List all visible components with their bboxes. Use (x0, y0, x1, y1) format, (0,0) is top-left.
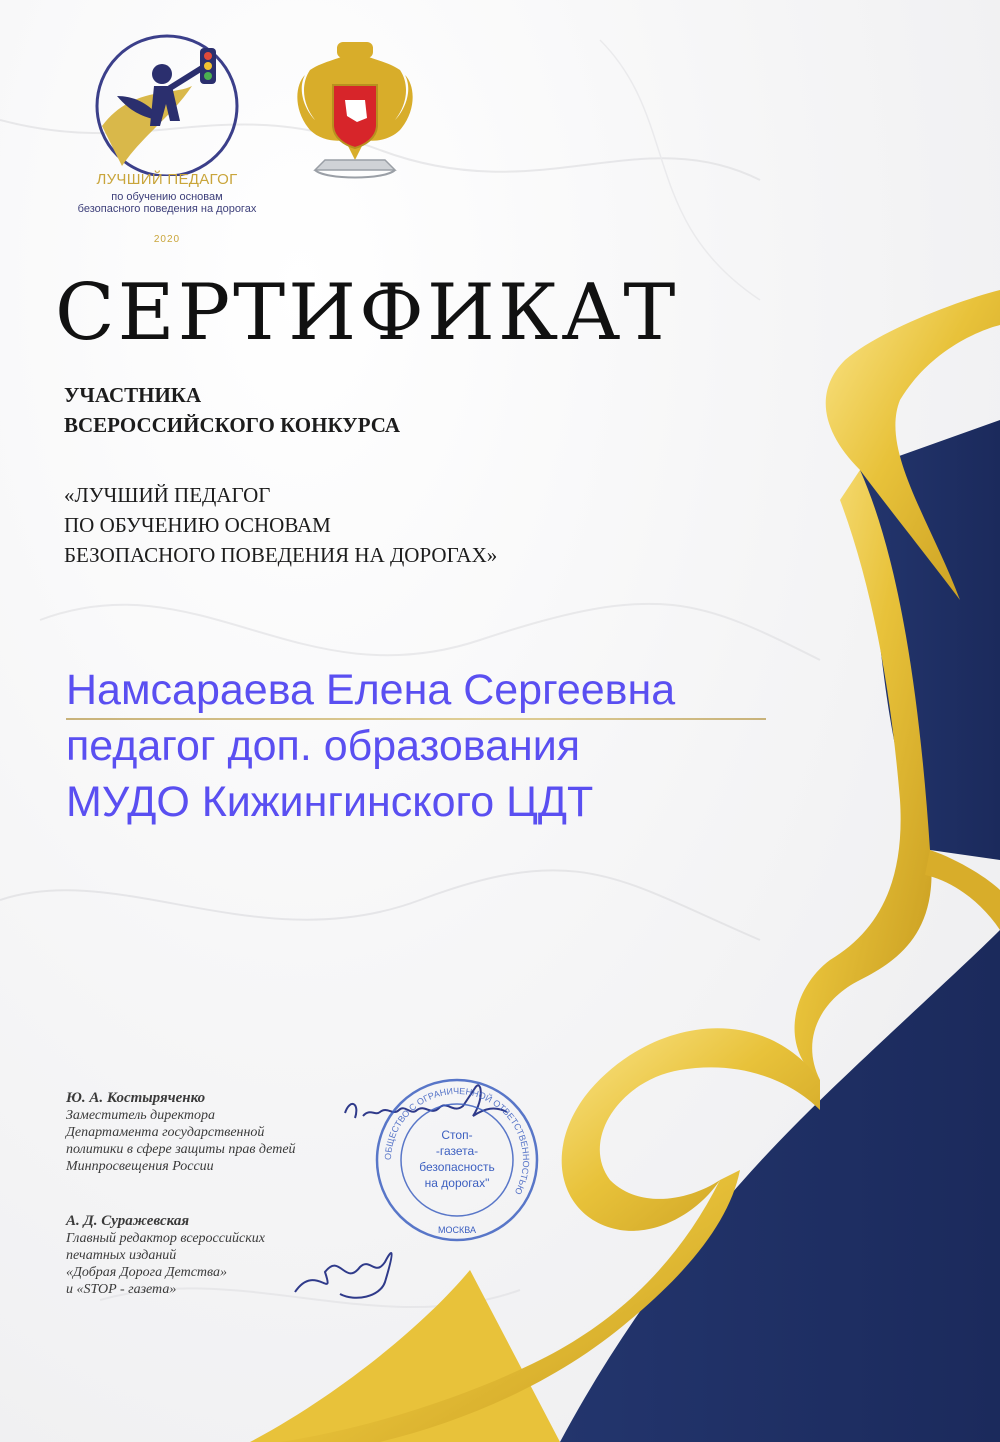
participant-line1: УЧАСТНИКА (64, 383, 202, 407)
signer-2-role-line4: и «STOP - газета» (66, 1282, 177, 1297)
signer-1-role-line1: Заместитель директора (66, 1108, 215, 1123)
signer-1-role-line4: Минпросвещения России (66, 1159, 214, 1174)
coat-of-arms-icon (285, 30, 425, 190)
recipient-position: педагог доп. образования (66, 722, 581, 770)
logo-subtitle-line2: безопасного поведения на дорогах (77, 203, 257, 215)
logo-subtitle (72, 191, 262, 215)
contest-name (64, 480, 497, 570)
recipient-name: Намсараева Елена Сергеевна (66, 666, 676, 714)
contest-logo (62, 26, 272, 256)
recipient-organization: МУДО Кижингинского ЦДТ (66, 778, 594, 826)
signer-1-name: Ю. А. Костыряченко (66, 1090, 206, 1106)
logo-subtitle-line1: по обучению основам (111, 191, 223, 203)
signer-2-name: А. Д. Суражевская (66, 1213, 190, 1229)
stamp-line1: Стоп- (441, 1128, 473, 1142)
recipient-block (66, 662, 786, 830)
organization-stamp (372, 1075, 542, 1245)
stamp-graphic (372, 1075, 542, 1245)
contest-logo-graphic (62, 26, 272, 176)
signer-2-role-line1: Главный редактор всероссийских (66, 1231, 265, 1246)
signer-2-role-line3: «Добрая Дорога Детства» (66, 1265, 227, 1280)
stamp-line4: на дорогах" (424, 1176, 490, 1190)
stamp-line2: -газета- (435, 1144, 479, 1158)
participant-heading (64, 380, 400, 440)
signer-1-role-line2: Департамента государственной (66, 1125, 265, 1140)
participant-line2: ВСЕРОССИЙСКОГО КОНКУРСА (64, 413, 401, 437)
certificate-title: СЕРТИФИКАТ (55, 268, 679, 358)
contest-line1: «ЛУЧШИЙ ПЕДАГОГ (64, 483, 271, 507)
contest-line3: БЕЗОПАСНОГО ПОВЕДЕНИЯ НА ДОРОГАХ» (64, 543, 498, 567)
stamp-line3: безопасность (419, 1160, 495, 1174)
navy-field-lower (560, 930, 1000, 1442)
contest-line2: ПО ОБУЧЕНИЮ ОСНОВАМ (64, 513, 331, 537)
stamp-ring-text: ОБЩЕСТВО С ОГРАНИЧЕННОЙ ОТВЕТСТВЕННОСТЬЮ (382, 1085, 532, 1197)
signer-1 (66, 1090, 366, 1175)
signer-2-role-line2: печатных изданий (66, 1248, 177, 1263)
logo-year: 2020 (153, 234, 181, 245)
signer-1-role-line3: политики в сфере защиты прав детей (66, 1142, 296, 1157)
logo-title: ЛУЧШИЙ ПЕДАГОГ (96, 171, 238, 188)
stamp-city: МОСКВА (438, 1225, 476, 1235)
